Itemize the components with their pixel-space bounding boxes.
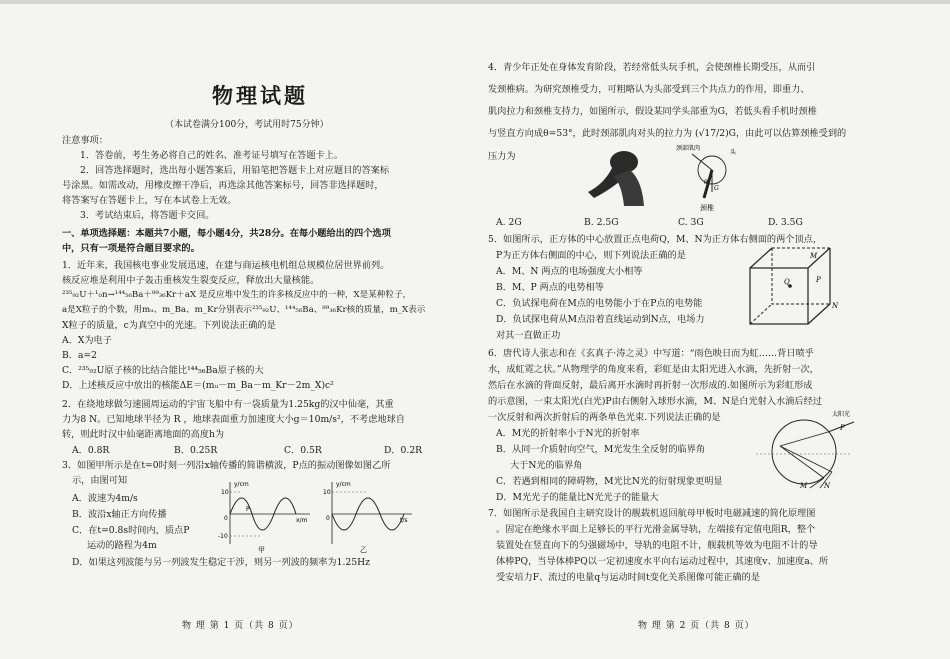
q2-line: 2．在绕地球做匀速圆周运动的宇宙飞船中有一袋质量为1.25kg的汉中仙毫，其重	[62, 399, 394, 410]
q6-option-a: A．M光的折射率小于N光的折射率	[496, 428, 640, 439]
wave-figure-jia	[218, 478, 314, 554]
q3-option-d: D．如果这列波能与另一列波发生稳定干涉，则另一列波的频率为1.25Hz	[72, 557, 370, 568]
q4-line: 与竖直方向成θ=53°，此时颈部肌肉对头的拉力为 (√17/2)G，由此可以估算颈椎受到的	[488, 128, 847, 139]
tick-label-amp: 10	[221, 489, 229, 496]
page-2-footer: 物 理 第 2 页（共 8 页）	[638, 621, 755, 631]
q1-line: a是X粒子的个数，用mᵤ、m_Ba、m_Kr分别表示²³⁵₉₂U、¹⁴⁴₅₆Ba、⁸⁹₃₆Kr核的质量，m_X表示	[62, 305, 426, 315]
q7-line: 。固定在绝缘水平面上足够长的平行光滑金属导轨，左端接有定值电阻R，整个	[496, 524, 816, 535]
page-title: 物理试题	[212, 83, 308, 108]
q6-option-b: B．从同一介质射向空气，M光发生全反射的临界角	[496, 444, 706, 455]
head-label: 头	[730, 149, 737, 156]
q6-option-c: C．若遇到相同的障碍物，M光比N光的衍射现象更明显	[496, 476, 723, 487]
student-body-shape	[614, 170, 644, 206]
q5-option-c: C．负试探电荷在M点的电势能小于在P点的电势能	[496, 298, 703, 309]
q1-line: X粒子的质量，c为真空中的光速。下列说法正确的是	[62, 320, 276, 331]
q6-line: 的示意图，一束太阳光(白光)P由右侧射入球形水滴，M、N是白光射入水滴后经过	[488, 396, 822, 407]
q5-cube-figure	[744, 244, 840, 330]
origin-label: 0	[326, 515, 330, 522]
ray-m-label: M	[800, 482, 808, 490]
notice-3: 3．考试结束后，将答题卡交回。	[80, 210, 215, 221]
q2-option-a: A．0.8R	[72, 445, 110, 456]
q4-line: 发颈椎病。为研究颈椎受力，可粗略认为头部受到三个共点力的作用，即重力、	[488, 84, 810, 95]
q3-option-c: C．在t=0.8s时间内，质点P	[72, 525, 190, 536]
q1-line: 核反应堆是利用中子轰击重核发生裂变反应，释放出大量核能。	[62, 275, 320, 286]
q5-option-d: D．负试探电荷从M点沿着直线运动到N点，电场力	[496, 314, 705, 325]
ray-n-label: N	[824, 482, 831, 490]
notice-1: 1．答卷前，考生务必将自己的姓名、准考证号填写在答题卡上。	[80, 150, 344, 161]
notice-2-cont: 号涂黑。如需改动，用橡皮擦干净后，再选涂其他答案标号，回答非选择题时，	[62, 180, 384, 191]
q4-line: 肌肉拉力和颈椎支持力，如图所示，假设某同学头部重为G，若低头看手机时颈椎	[488, 106, 817, 117]
q6-line: 然后在水滴的背面反射，最后离开水滴时再折射一次形成的.如图所示为彩虹形成	[488, 380, 813, 391]
q7-line: 装置处在竖直向下的匀强磁场中，导轨的电阻不计，舰载机等效为电阻不计的导	[496, 540, 818, 551]
q5-line: P为正方体右侧面的中心，则下列说法正确的是	[496, 250, 686, 261]
axis-label-ycm: y/cm	[336, 481, 351, 488]
q1-line: 1．近年来，我国核电事业发展迅速，在建与商运核电机组总规模位居世界前列。	[62, 260, 390, 271]
point-p-label: P	[816, 276, 821, 284]
q4-line: 压力为	[488, 151, 516, 162]
vertex-n-label: N	[832, 302, 839, 310]
q2-option-d: D．0.2R	[384, 445, 423, 456]
q7-line: 体棒PQ，当导体棒PQ以一定初速度水平向右运动过程中，其速度v、加速度a、所	[496, 556, 829, 567]
tick-label-neg: -10	[218, 533, 228, 540]
q5-line: 5．如图所示，正方体的中心放置正点电荷Q，M、N为正方体右侧面的两个顶点，	[488, 234, 823, 245]
axis-label-ts: t/s	[400, 517, 408, 524]
q1-option-c: C．²³⁵₉₂U原子核的比结合能比¹⁴⁴₅₆Ba原子核的大	[62, 365, 264, 376]
q7-line: 受安培力F、流过的电量q与运动时间t变化关系图像可能正确的是	[496, 572, 761, 583]
tick-label-amp: 10	[323, 489, 331, 496]
axis-label-ycm: y/cm	[234, 481, 249, 488]
q3-line: 3．如图甲所示是在t=0时刻一列沿x轴传播的简谐横波，P点的振动图像如图乙所	[62, 460, 391, 471]
q4-option-b: B. 2.5G	[584, 217, 619, 228]
q3-option-b: B．波沿x轴正方向传播	[72, 509, 167, 520]
q2-option-c: C．0.5R	[284, 445, 322, 456]
q4-option-c: C. 3G	[678, 217, 704, 228]
page-1	[62, 0, 467, 659]
q1-line: ²³⁵₉₂U＋¹₀n→¹⁴⁴₅₆Ba＋⁸⁹₃₆Kr＋aX 是反应堆中发生的许多核反应中的一种，X是某种粒子，	[62, 290, 412, 300]
q6-line: 水，成虹霓之状。”从物理学的角度来看，彩虹是由太阳光进入水滴，先折射一次，	[488, 364, 819, 375]
q1-option-b: B．a=2	[62, 350, 97, 361]
theta-label: θ	[704, 179, 708, 186]
q4-option-a: A. 2G	[496, 217, 522, 228]
q3-line: 示，由图可知	[72, 475, 128, 486]
q3-option-a: A．波速为4m/s	[72, 493, 138, 504]
q6-option-b-cont: 大于N光的临界角	[510, 460, 583, 471]
section-1-heading-cont: 中，只有一项是符合题目要求的。	[62, 243, 200, 254]
page-1-footer: 物 理 第 1 页（共 8 页）	[182, 621, 299, 631]
figure-caption-yi: 乙	[360, 546, 367, 554]
figure-caption-jia: 甲	[258, 546, 265, 554]
point-p-label: P	[246, 506, 250, 513]
muscle-label: 颈部肌肉	[676, 145, 701, 152]
q2-line: 力为8 N。已知地球半径为 R ，地球表面重力加速度大小g＝10m/s²，不考虑地球自	[62, 414, 405, 425]
page-subtitle: （本试卷满分100分，考试用时75分钟）	[165, 120, 329, 130]
q3-option-c-cont: 运动的路程为4m	[87, 540, 157, 551]
q5-option-d-cont: 对其一直做正功	[496, 330, 561, 341]
axis-label-xm: x/m	[296, 517, 308, 524]
section-1-heading: 一、单项选择题：本题共7小题，每小题4分，共28分。在每小题给出的四个选项	[62, 228, 391, 239]
q4-option-d: D. 3.5G	[768, 217, 803, 228]
charge-q-label: Q	[784, 278, 790, 286]
vertex-m-label: M	[810, 252, 818, 260]
q5-option-a: A．M、N 两点的电场强度大小相等	[496, 266, 643, 277]
notice-heading: 注意事项：	[62, 135, 108, 146]
q6-line: 一次反射和两次折射后的两条单色光束.下列说法正确的是	[488, 412, 721, 423]
q1-option-d: D．上述核反应中放出的核能ΔE＝(mᵤ－m_Ba－m_Kr－2m_X)c²	[62, 380, 334, 391]
notice-2-cont2: 将答案写在答题卡上，写在本试卷上无效。	[62, 195, 237, 206]
sunlight-label: 太阳光	[832, 411, 851, 418]
q6-option-d: D．M光光子的能量比N光光子的能量大	[496, 492, 659, 503]
q1-option-a: A．X为电子	[62, 335, 112, 346]
weight-label: G	[714, 185, 719, 192]
q6-line: 6．唐代诗人张志和在《玄真子·涛之灵》中写道：“雨色映日而为虹……背日喷乎	[488, 348, 814, 359]
q2-option-b: B．0.25R	[174, 445, 218, 456]
q4-figure	[584, 140, 774, 212]
spine-label: 颈椎	[700, 204, 714, 212]
ray-p-label: P	[840, 424, 845, 432]
q4-line: 4．青少年正处在身体发育阶段，若经常低头玩手机，会使颈椎长期受压，从而引	[488, 62, 816, 73]
wave-figure-yi	[324, 478, 416, 553]
q5-option-b: B．M、P 两点的电势相等	[496, 282, 604, 293]
notice-2: 2．回答选择题时，选出每小题答案后，用铅笔把答题卡上对应题目的答案标	[80, 165, 390, 176]
page-2	[488, 0, 908, 659]
q7-line: 7．如图所示是我国自主研究设计的舰载机返回航母甲板时电磁减速的简化原理图	[488, 508, 816, 519]
q2-line: 转，则此时汉中仙毫距离地面的高度h为	[62, 429, 225, 440]
origin-label: 0	[224, 515, 228, 522]
q6-raindrop-figure	[754, 408, 858, 490]
